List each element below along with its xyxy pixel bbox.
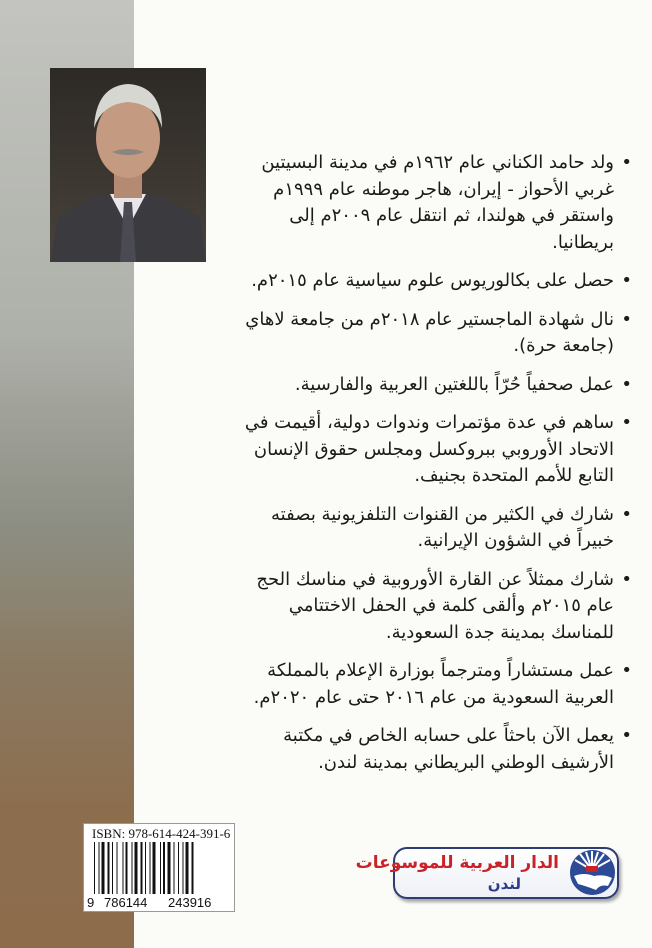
publisher-city: لندن [487, 875, 521, 893]
bio-item: • يعمل الآن باحثاً على حسابه الخاص في مكتبة الأرشيف الوطني البريطاني بمدينة لندن. [236, 723, 632, 776]
barcode-bar [163, 842, 165, 894]
barcode-bar [132, 842, 133, 894]
bio-item: • ولد حامد الكناني عام ١٩٦٢م في مدينة البسيتين غربي الأحواز - إيران، هاجر موطنه عام ١٩٩٩م واستقر في هولندا، ثم انتقل عام ٢٠٠٩م إلى بريطانيا. [236, 150, 632, 256]
barcode-bar [150, 842, 151, 894]
barcode-bar [186, 842, 189, 894]
barcode-bar [145, 842, 146, 894]
bio-item: • عمل مستشاراً ومترجماً بوزارة الإعلام بالمملكة العربية السعودية من عام ٢٠١٦ حتى عام ٢٠٢٠م. [236, 658, 632, 711]
barcode-bar [123, 842, 124, 894]
barcode-bars [94, 842, 226, 894]
barcode-bar [168, 842, 171, 894]
author-bio [236, 150, 632, 788]
barcode-bar [108, 842, 110, 894]
barcode-bar [153, 842, 156, 894]
author-photo [50, 68, 206, 262]
bio-item: • عمل صحفياً حُرّاً باللغتين العربية والفارسية. [236, 372, 632, 399]
bio-item: • نال شهادة الماجستير عام ٢٠١٨م من جامعة لاهاي (جامعة حرة). [236, 307, 632, 360]
barcode-bar [117, 842, 118, 894]
barcode-digits-right: 243916 [168, 895, 212, 910]
barcode-bar [174, 842, 175, 894]
barcode-bar [94, 842, 95, 894]
isbn-text: ISBN: 978-614-424-391-6 [92, 826, 231, 841]
bio-item: • حصل على بكالوريوس علوم سياسية عام ٢٠١٥م. [236, 268, 632, 295]
bio-item: • شارك في الكثير من القنوات التلفزيونية بصفته خبيراً في الشؤون الإيرانية. [236, 502, 632, 555]
barcode-bar [183, 842, 184, 894]
publisher-name: الدار العربية للموسوعات [355, 853, 559, 873]
publisher-logo [355, 847, 619, 899]
barcode-bar [135, 842, 138, 894]
bio-item: • شارك ممثلاً عن القارة الأوروبية في مناسك الحج عام ٢٠١٥م وألقى كلمة في الحفل الاختتامي للمناسك بمدينة جدة السعودية. [236, 567, 632, 647]
publisher-globe-icon [570, 850, 615, 895]
barcode-bar [99, 842, 100, 894]
barcode-bar [178, 842, 179, 894]
barcode-bar [126, 842, 128, 894]
barcode-bar [192, 842, 194, 894]
barcode-bar [160, 842, 161, 894]
isbn-barcode [83, 823, 235, 912]
barcode-bar [141, 842, 143, 894]
bio-item: • ساهم في عدة مؤتمرات وندوات دولية، أقيمت في الاتحاد الأوروبي ببروكسل ومجلس حقوق الإنسان التابع للأمم المتحدة بجنيف. [236, 410, 632, 490]
barcode-bar [102, 842, 105, 894]
barcode-digit-prefix: 9 [87, 895, 95, 910]
barcode-digits-left: 786144 [104, 895, 148, 910]
barcode-bar [112, 842, 113, 894]
